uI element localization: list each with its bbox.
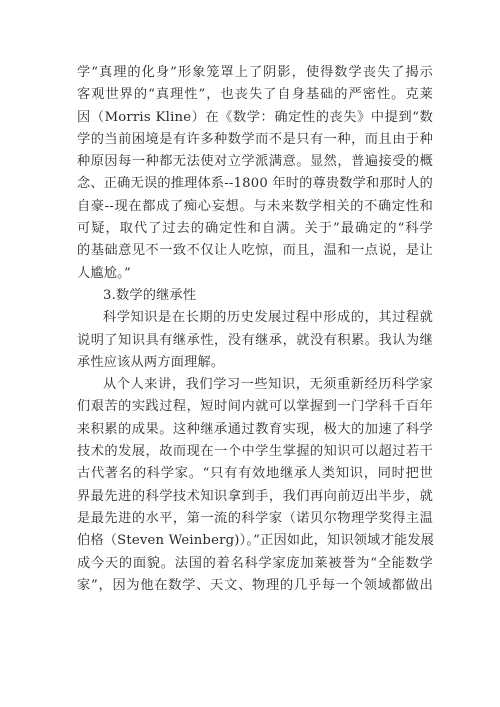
text-line: 的基础意见不一致不仅让人吃惊，而且，温和一点说，是让 bbox=[77, 243, 433, 259]
text-line: 人尴尬。” bbox=[77, 265, 131, 281]
text-line: 家”，因为他在数学、天文、物理的几乎每一个领域都做出 bbox=[77, 577, 433, 593]
text-line: 种原因每一种都无法使对立学派满意。显然，普遍接受的概 bbox=[77, 154, 433, 170]
text-line: 因（Morris Kline）在《数学：确定性的丧失》中提到“数 bbox=[77, 109, 433, 125]
text-line: 技术的发展，故而现在一个中学生掌握的知识可以超过若干 bbox=[77, 444, 433, 460]
text-line: 自豪--现在都成了痴心妄想。与未来数学相关的不确定性和 bbox=[77, 198, 433, 214]
text-line: 界最先进的科学技术知识拿到手，我们再向前迈出半步，就 bbox=[77, 488, 433, 504]
text-line: 是最先进的水平，第一流的科学家（诺贝尔物理学奖得主温 bbox=[77, 510, 433, 526]
body-text bbox=[77, 62, 433, 597]
text-line: 承性应该从两方面理解。 bbox=[77, 354, 225, 370]
text-line: 学的当前困境是有许多种数学而不是只有一种，而且由于种 bbox=[77, 131, 433, 147]
text-line: 伯格（Steven Weinberg)）。”正因如此，知识领域才能发展 bbox=[77, 533, 435, 549]
text-line: 客观世界的“真理性”，也丧失了自身基础的严密性。克莱 bbox=[77, 87, 433, 103]
text-line: 说明了知识具有继承性，没有继承，就没有积累。我认为继 bbox=[77, 332, 433, 348]
text-line: 可疑，取代了过去的确定性和自满。关于”最确定的“科学 bbox=[77, 221, 433, 237]
text-line: 古代著名的科学家。“只有有效地继承人类知识，同时把世 bbox=[77, 466, 433, 482]
text-line: 念、正确无误的推理体系--1800 年时的尊贵数学和那时人的 bbox=[77, 176, 433, 192]
text-line: 科学知识是在长期的历史发展过程中形成的，其过程就 bbox=[103, 310, 433, 326]
text-line: 从个人来讲，我们学习一些知识，无须重新经历科学家 bbox=[103, 377, 433, 393]
text-line: 们艰苦的实践过程，短时间内就可以掌握到一门学科千百年 bbox=[77, 399, 433, 415]
text-line: 来积累的成果。这种继承通过教育实现，极大的加速了科学 bbox=[77, 421, 433, 437]
text-line: 成今天的面貌。法国的着名科学家庞加莱被誉为“全能数学 bbox=[77, 555, 433, 571]
section-heading: 3.数学的继承性 bbox=[103, 287, 197, 303]
text-line: 学“真理的化身”形象笼罩上了阴影，使得数学丧失了揭示 bbox=[77, 65, 433, 80]
